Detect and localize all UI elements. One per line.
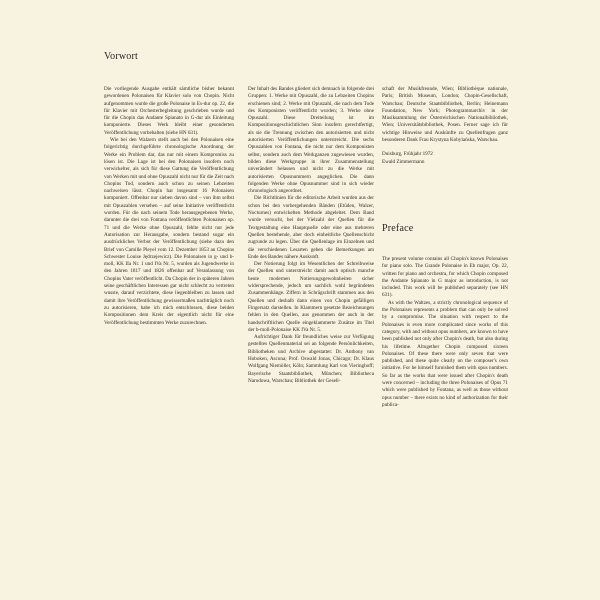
paragraph: Aufrichtiger Dank für freundliches weise zur Verfügung gestelltes Quellenmaterial sei an folgende Persönlichkeiten, Bibliotheken und Archive abgestattet: Dr. Anthony van Hoboken, Ascona; Prof. Oswald Jonas, Chicago; Dr. Klaus Wolfgang Niemöller, Köln; Sammlung Karl von Vieringhoff; Bayerische Staatsbibliothek, München; Bibliotheca Narodowa, Warschau; Bibliothek der Gesell-: [248, 334, 374, 384]
paragraph: As with the Waltzes, a strictly chronological sequence of the Polonaises represents a problem that can only be solved by a compromise. The situation with respect to the Polonaises is even more complicated since works of this category, with and without opus numbers, are known to have been published not only after Chopin's death, but also during his lifetime. Altogether Chopin composed sixteen Polonaises. Of these there were only seven that were published, and these quite clearly on the composer's own initiative. For he himself furnished them with opus numbers. So far as the works that were issued after Chopin's death were concerned – including the three Polonaises of Opus 71 which were published by Fontana, as well as those without opus number – there exists no kind of authorization for their publica-: [382, 299, 508, 408]
paragraph: Die vorliegende Ausgabe enthält sämtliche bisher bekannt gewordenen Polonaisen für Klavier solo von Chopin. Nicht aufgenommen wurde die große Polonaise in Es-dur op. 22, die für Klavier mit Orchesterbegleitung geschrieben wurde und für die Chopin das Andante Spianato in G-dur als Einleitung komponierte. Dieses Werk bleibt einer gesonderten Veröffentlichung vorbehalten (siehe HN 631).: [104, 86, 234, 136]
paragraph: The present volume contains all Chopin's known Polonaises for piano solo. The Grande Polonaise in Eb major, Op. 22, written for piano and orchestra, for which Chopin composed the Andante Spianato in G major as introduction, is not included. This work will be published separately (see HN 631).: [382, 256, 508, 299]
column-3: [382, 86, 508, 166]
heading-vorwort: Vorwort: [104, 51, 138, 62]
paragraph: schaft der Musikfreunde, Wien; Bibliothèque nationale, Paris; British Museum, London; Chopin-Gesellschaft, Warschau; Deutsche Staatsbibliothek, Berlin; Heinemann Foundation, New York; Photogrammarchiv in der Musiksammlung der Österreichischen Nationalbibliothek, Wien; Universitätsbibliothek, Posen. Ferner sage ich für wichtige Hinweise und Auskünfte zu Quellenfragen ganz besonderen Dank Frau Krystyna Kobylańska, Warschau.: [382, 86, 508, 144]
heading-preface: Preface: [382, 223, 414, 234]
signature-name: Ewald Zimmermann: [382, 158, 425, 165]
paragraph: Die Richtlinien für die editorische Arbeit wurden aus der schon bei den vorhergehenden Bänden (Etüden, Walzer, Nocturnes) entwickelten Methode abgeleitet. Dem Band wurde versucht, bei der Vielzahl der Quellen für die Textgestaltung eine Hauptquelle oder eine aus mehreren Quellen bestehende, aber doch einheitliche Quellenschicht zugrunde zu legen. Über die Quellenlage im Einzelnen und die verschiedenen Lesarten geben die Bemerkungen am Ende des Bandes nähere Auskunft.: [248, 195, 374, 260]
signature-place-date: Duisburg, Frühjahr 1972: [382, 151, 433, 158]
column-3-preface: [382, 256, 508, 409]
column-2: [248, 86, 374, 385]
paragraph: Der Inhalt des Bandes gliedert sich demnach in folgende drei Gruppen: 1. Werke mit Opuszahl, die zu Lebzeiten Chopins erschienen sind; 2. Werke mit Opuszahl, die nach dem Tode des Komponisten veröffentlicht wurden; 3. Werke ohne Opuszahl. Diese Dreiteilung ist im Kompositionsgeschichtlichen Sinn insofern gerechtfertigt, als sie die Trennung zwischen den autorisierten und nicht autorisierten Veröffentlichungen unterstreicht. Die sechs Opuszahlen von Fontana, die nicht nur dem Komponisten selbst, sondern auch dem Werkganzen zugewiesen wurden, bilden diese Werkgruppe in ihrer Zusammenstellung unverändert belassen und nicht zu die Werke mit autorisierten Opusnummern angeglichen. Die dann folgenden Werke ohne Opusnummer sind in sich wieder chronologisch angeordnet.: [248, 86, 374, 195]
paragraph: Wie bei den Walzern stellt auch bei den Polonaisen eine folgerichtig durchgeführte chronologische Anordnung der Werke ein Problem dar, das nur mit einem Kompromiss zu lösen ist. Die Lage ist bei den Polonaisen insofern noch verwickelter, als sich für diese Gattung die Veröffentlichung von Werken mit und ohne Opuszahl nicht nur für die Zeit nach Chopins Tod, sondern auch schon zu seinen Lebzeiten nachweisen lässt. Chopin hat insgesamt 16 Polonaisen komponiert. Offenbar nur sieben davon sind – von ihm selbst mit Opuszahlen versehen – auf seine Initiative veröffentlicht worden. Für die nach seinem Tode herausgegebenen Werke, darunter die drei von Fontana veröffentlichten Polonaisen op. 71 und die Werke ohne Opuszahl, fehlte nicht nur jede Autorisation zur Herausgabe, sondern bestand sogar ein ausdrückliches Verbot der Veröffentlichung (siehe dazu den Brief von Camille Pleyel vom 12. Dezember 1853 an Chopins Schwester Louise Jędrzejewicz). Die Polonaisen in g- und b-moll, KK IIa Nr. 1 und IVa Nr. 5, wurden als Jugendwerke in den Jahren 1817 und 1826 offenbar auf Veranlassung von Chopins Vater veröffentlicht. Da Chopin der in späteren Jahren seine geschäftlichen Interessen gar nicht schlecht zu vertreten wusste, darauf verzichtete, diese liegenbleiben zu lassen und damit ihre Veröffentlichung gewissermaßen nachträglich noch zu autorisieren, habe ich mich entschlossen, diese beiden Kompositionen dem Kreis der eigentlich nicht für eine Veröffentlichung bestimmten Werke zuzurechnen.: [104, 137, 234, 326]
column-1: [104, 86, 234, 327]
paragraph: Der Notierung folgt im Wesentlichen der Schreibweise der Quellen und unterstreicht damit auch optisch manche heute modernen Notierungsgewohnheiten sicher widersprechende, jedoch um sachlich wohl begründeten Zusammenhänge. Ziffern in Schrägschrift stammen aus den Quellen und deshalb dann einen von Chopin gefälligen Fingersatz darstellen. In Klammern gesetzte Bezeichnungen fehlen in den Quellen, aus genommen der auch in der handschriftlichen Quelle eingeklammerte Zusätze im Titel der b-moll-Polonaise KK IVa Nr. 5.: [248, 261, 374, 333]
